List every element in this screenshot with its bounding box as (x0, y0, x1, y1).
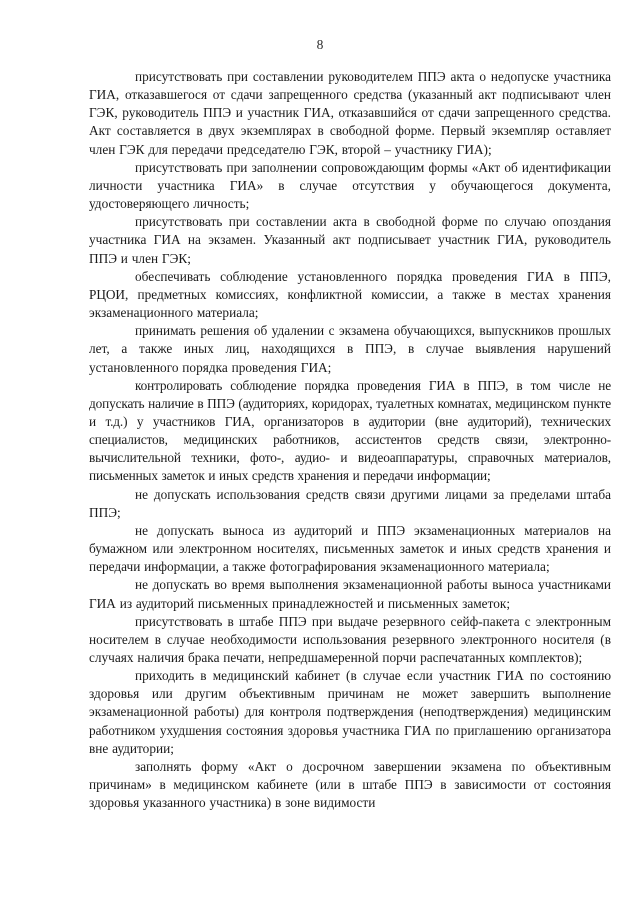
paragraph-act-non-admission: присутствовать при составлении руководителем ППЭ акта о недопуске участника ГИА, отказавшегося от сдачи запрещенного средства (указанный акт подписывают член ГЭК, руководитель ППЭ и участник ГИА, отказавшийся от сдачи запрещенного средства. Акт составляется в двух экземплярах в свободной форме. Первый экземпляр оставляет член ГЭК для передачи председателю ГЭК, второй – участнику ГИА); (89, 69, 611, 157)
paragraph-late-arrival-act: присутствовать при составлении акта в свободной форме по случаю опоздания участника ГИА на экзамен. Указанный акт подписывает участник ГИА, руководитель ППЭ и член ГЭК; (89, 214, 611, 266)
body-text (89, 68, 611, 812)
paragraph-communication-means: не допускать использования средств связи другими лицами за пределами штаба ППЭ; (89, 486, 611, 520)
paragraph-medical-office: приходить в медицинский кабинет (в случае если участник ГИА по состоянию здоровья или другим объективным причинам не может завершить выполнение экзаменационной работы) для контроля подтверждения (неподтверждения) медицинским работником ухудшения состояния здоровья участника ГИА по приглашению организатора вне аудитории; (89, 668, 611, 756)
paragraph-ensure-procedure: обеспечивать соблюдение установленного порядка проведения ГИА в ППЭ, РЦОИ, предметных комиссиях, конфликтной комиссии, а также в местах хранения экзаменационного материала; (89, 268, 611, 321)
paragraph-control-procedure: контролировать соблюдение порядка проведения ГИА в ППЭ, в том числе не допускать наличие в ППЭ (аудиториях, коридорах, туалетных комнатах, медицинском пункте и т.д.) у участников ГИА, организаторов в аудитории (вне аудиторий), технических специалистов, медицинских работников, ассистентов средств связи, электронно-вычислительной техники, фото-, аудио- и видеоаппаратуры, справочных материалов, письменных заметок и иных средств хранения и передачи информации; (89, 377, 611, 484)
paragraph-identification-act: присутствовать при заполнении сопровождающим формы «Акт об идентификации личности участника ГИА» в случае отсутствия у обучающегося документа, удостоверяющего личность; (89, 159, 611, 212)
paragraph-removal-decisions: принимать решения об удалении с экзамена обучающихся, выпускников прошлых лет, а также иных лиц, находящихся в ППЭ, в случае выявления нарушений установленного порядка проведения ГИА; (89, 323, 611, 375)
paragraph-no-removal-supplies: не допускать во время выполнения экзаменационной работы выноса участниками ГИА из аудиторий письменных принадлежностей и письменных заметок; (89, 577, 611, 611)
paragraph-no-removal-materials: не допускать выноса из аудиторий и ППЭ экзаменационных материалов на бумажном или электронном носителях, письменных заметок и иных средств хранения и передачи информации, а также фотографирования экзаменационного материала; (89, 522, 611, 575)
paragraph-reserve-safe-package: присутствовать в штабе ППЭ при выдаче резервного сейф-пакета с электронным носителем в случае необходимости использования резервного электронного носителя (в случаях наличия брака печати, непредшамеренной порчи распечатанных комплектов); (89, 613, 611, 665)
paragraph-early-completion-form: заполнять форму «Акт о досрочном завершении экзамена по объективным причинам» в медицинском кабинете (или в штабе ППЭ в зависимости от состояния здоровья указанного участника) в зоне видимости (89, 758, 611, 811)
page-number: 8 (316, 37, 324, 52)
